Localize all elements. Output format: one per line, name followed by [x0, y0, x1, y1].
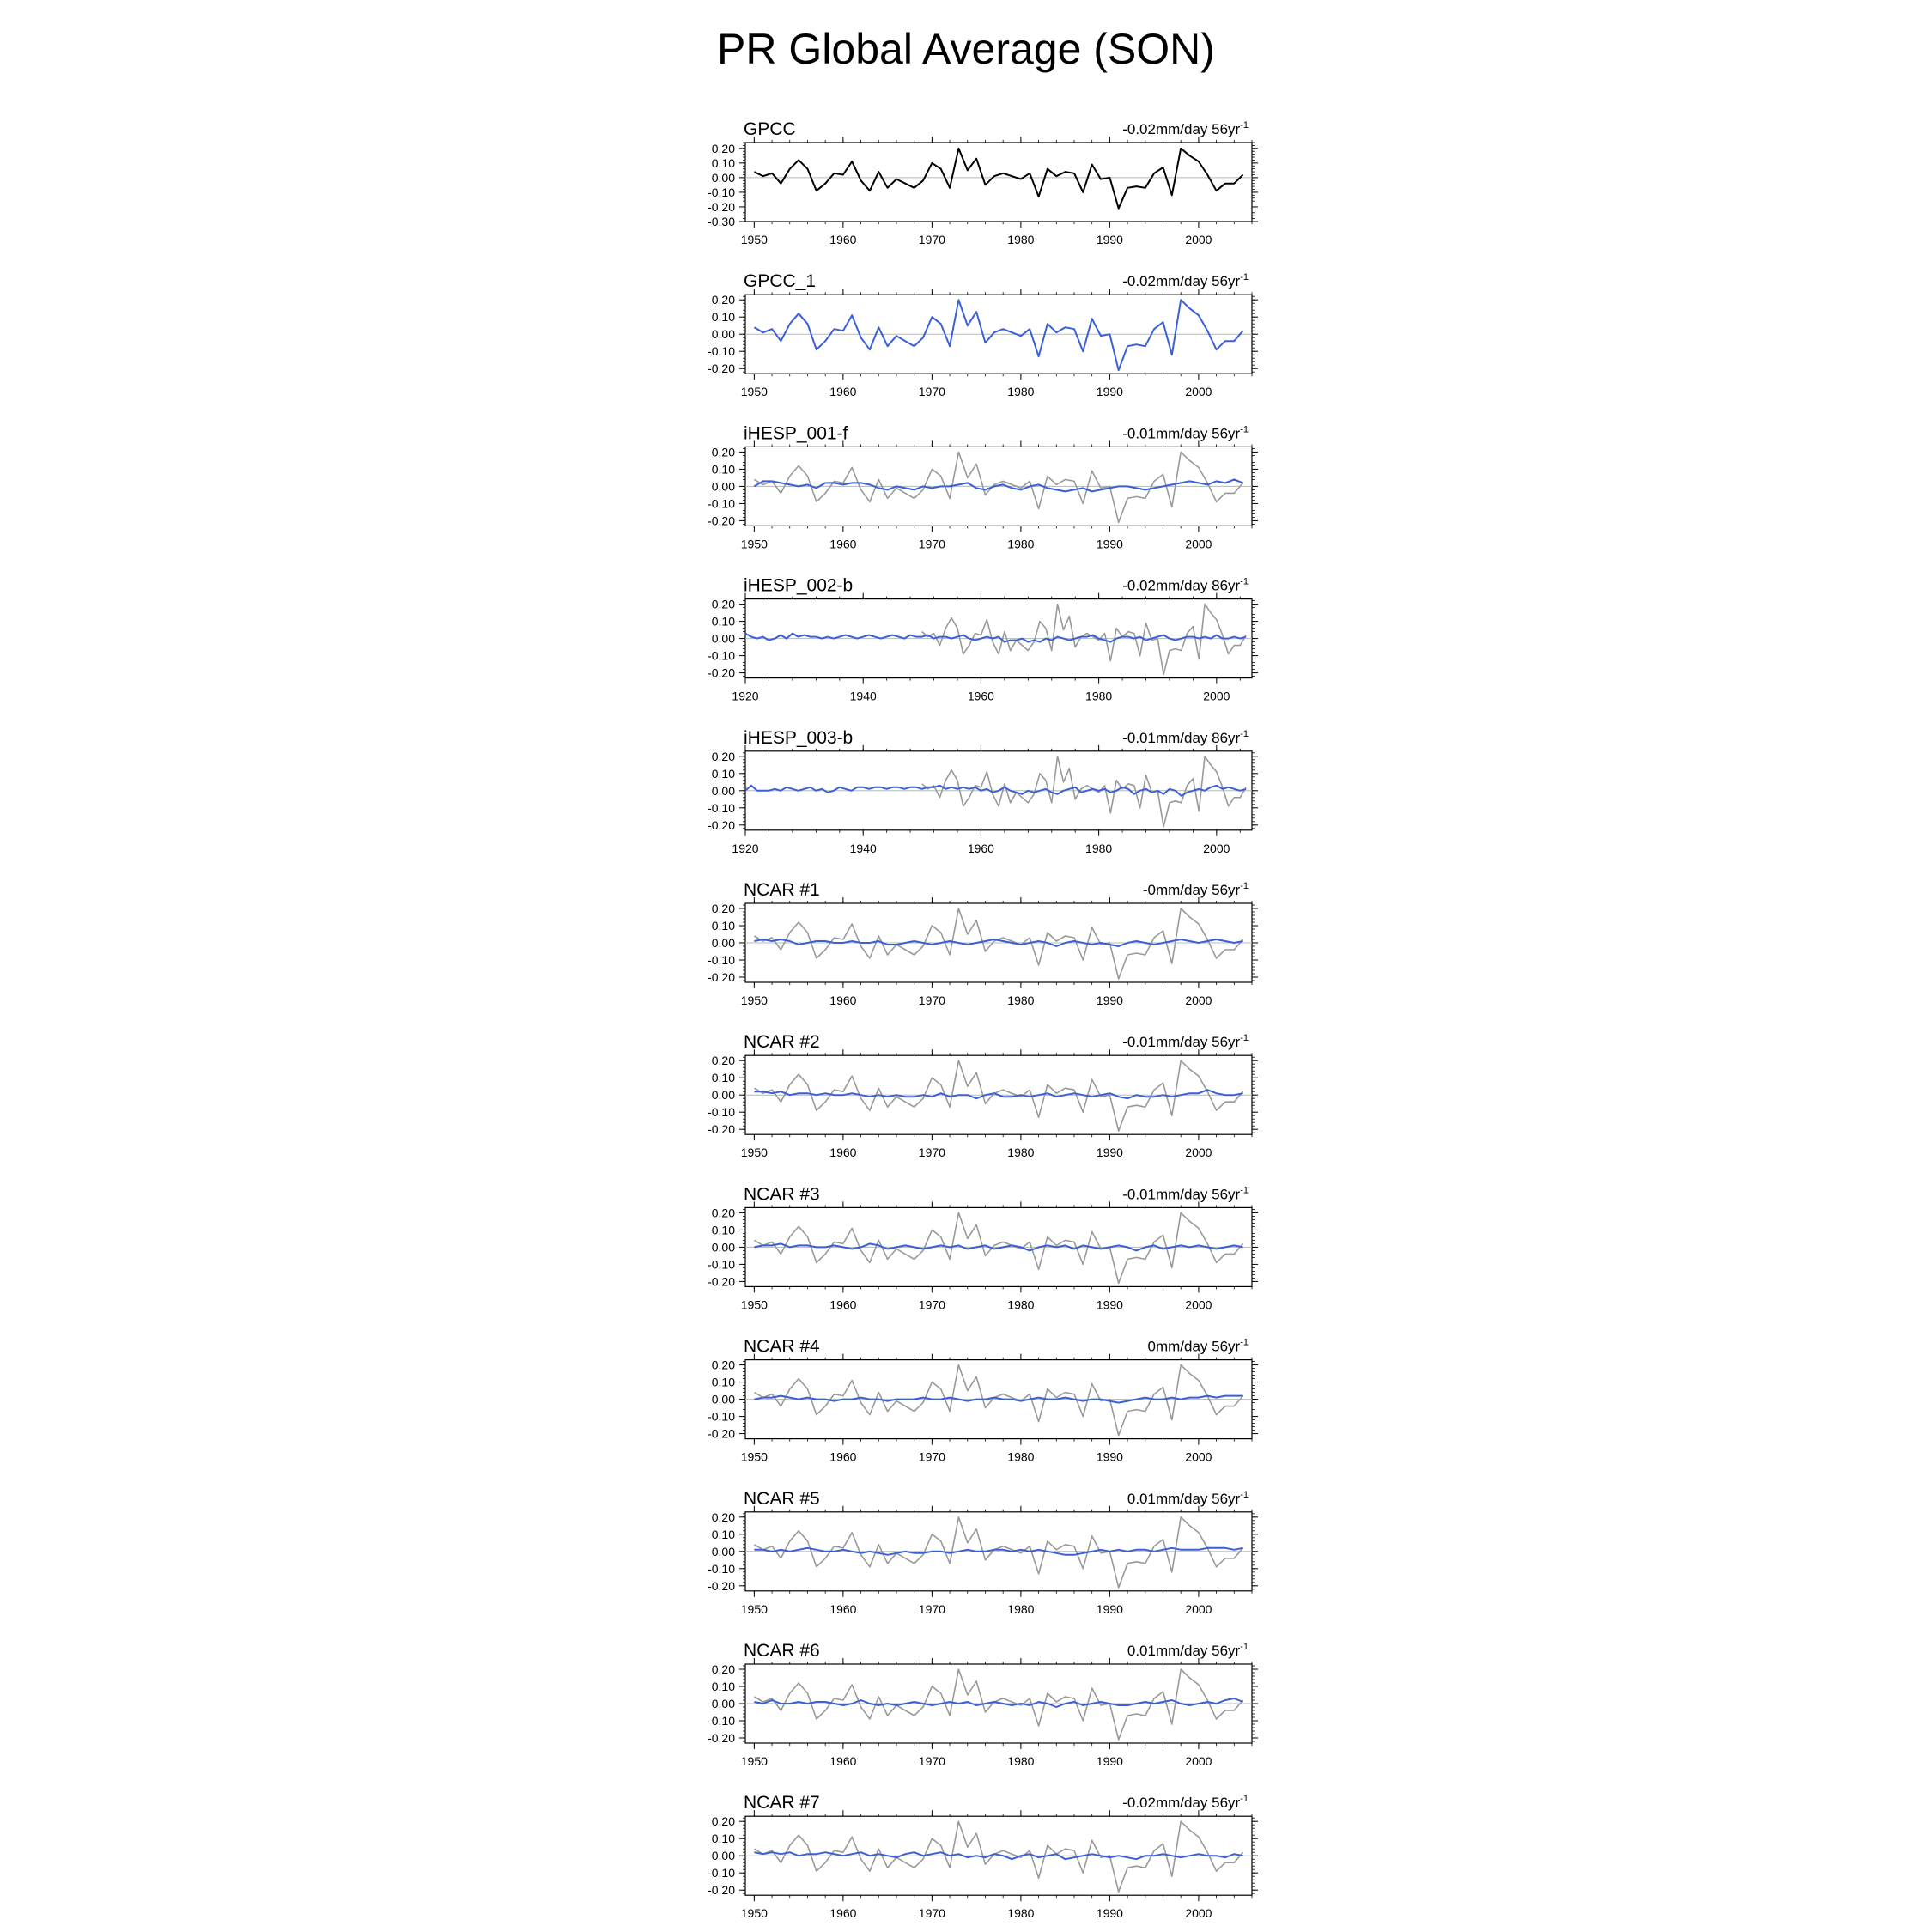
y-tick-label: 0.00 [711, 936, 735, 950]
trend-label: -0.02mm/day 56yr [1122, 1795, 1241, 1812]
panel-trend [1122, 424, 1249, 441]
x-tick-label: 1990 [1096, 385, 1123, 399]
x-tick-label: 1980 [1085, 689, 1113, 703]
x-tick-label: 1940 [849, 841, 877, 855]
trend-exponent: -1 [1240, 272, 1249, 283]
x-tick-label: 1980 [1007, 1754, 1035, 1768]
y-tick-label: 0.20 [711, 749, 735, 763]
trend-exponent: -1 [1240, 1185, 1249, 1196]
x-tick-label: 1960 [967, 689, 994, 703]
y-tick-label: -0.20 [708, 1426, 735, 1441]
trend-exponent: -1 [1240, 881, 1249, 891]
y-tick-label: 0.20 [711, 1358, 735, 1372]
y-tick-label: -0.20 [708, 1274, 735, 1289]
y-tick-label: -0.20 [708, 970, 735, 984]
panel-4 [708, 576, 1258, 703]
x-tick-label: 2000 [1203, 841, 1230, 855]
x-tick-label: 1950 [740, 1754, 768, 1768]
trend-label: -0.01mm/day 86yr [1122, 729, 1241, 746]
trend-label: -0.01mm/day 56yr [1122, 1034, 1241, 1051]
panel-trend [1148, 1338, 1249, 1355]
trend-label: -0.02mm/day 56yr [1122, 121, 1241, 137]
y-tick-label: 0.00 [711, 631, 735, 646]
x-tick-label: 1950 [740, 233, 768, 246]
panel-title: NCAR #3 [744, 1184, 820, 1205]
observed-series-line [754, 149, 1242, 209]
y-tick-label: -0.30 [708, 215, 735, 228]
panel-title: iHESP_002-b [744, 575, 854, 596]
panel-trend [1127, 1490, 1249, 1507]
x-tick-label: 1970 [918, 993, 945, 1007]
trend-exponent: -1 [1240, 1489, 1249, 1500]
x-tick-label: 1990 [1096, 1601, 1123, 1616]
y-tick-label: 0.10 [711, 1680, 735, 1693]
panel-1 [708, 119, 1258, 246]
y-tick-label: 0.10 [711, 614, 735, 629]
trend-exponent: -1 [1240, 1794, 1249, 1805]
y-tick-label: 0.10 [711, 1375, 735, 1389]
y-tick-label: -0.20 [708, 665, 735, 680]
y-tick-label: 0.10 [711, 155, 735, 170]
y-tick-label: -0.20 [708, 513, 735, 528]
model-series-line [754, 1243, 1242, 1250]
y-tick-label: 0.20 [711, 1662, 735, 1676]
x-tick-label: 1950 [740, 993, 768, 1007]
x-tick-label: 1940 [849, 689, 877, 703]
panel-trend [1122, 120, 1249, 137]
trend-label: 0.01mm/day 56yr [1127, 1643, 1241, 1659]
y-tick-label: 0.10 [711, 310, 735, 325]
x-tick-label: 1990 [1096, 1906, 1123, 1921]
trend-exponent: -1 [1240, 1033, 1249, 1044]
x-tick-label: 2000 [1185, 1906, 1212, 1921]
y-tick-label: -0.10 [708, 648, 735, 663]
panel-title: NCAR #5 [744, 1488, 820, 1509]
x-tick-label: 1980 [1007, 1449, 1035, 1464]
panel-trend [1127, 1642, 1249, 1659]
y-tick-label: 0.20 [711, 1814, 735, 1829]
x-tick-label: 1980 [1007, 1906, 1035, 1921]
x-tick-label: 1950 [740, 385, 768, 399]
y-tick-label: 0.20 [711, 1054, 735, 1068]
panel-trend [1122, 729, 1249, 746]
y-tick-label: -0.10 [708, 1714, 735, 1728]
y-tick-label: -0.10 [708, 1409, 735, 1424]
y-tick-label: -0.20 [708, 1883, 735, 1898]
panel-title: NCAR #4 [744, 1336, 820, 1357]
x-tick-label: 1960 [967, 841, 994, 855]
panel-trend [1122, 1033, 1249, 1050]
x-tick-label: 1960 [829, 385, 857, 399]
y-tick-label: 0.00 [711, 1240, 735, 1255]
y-tick-label: 0.20 [711, 293, 735, 307]
y-tick-label: -0.10 [708, 1561, 735, 1576]
x-tick-label: 2000 [1185, 385, 1212, 399]
y-tick-label: 0.00 [711, 783, 735, 798]
panel-trend [1122, 1794, 1249, 1811]
trend-label: 0.01mm/day 56yr [1127, 1490, 1241, 1507]
y-tick-label: 0.00 [711, 1849, 735, 1863]
x-tick-label: 1990 [1096, 993, 1123, 1007]
x-tick-label: 1990 [1096, 1145, 1123, 1160]
y-tick-label: -0.10 [708, 953, 735, 967]
x-tick-label: 2000 [1185, 993, 1212, 1007]
y-tick-label: -0.20 [708, 1578, 735, 1593]
observed-series-line [754, 452, 1242, 522]
x-tick-label: 1960 [829, 993, 857, 1007]
panel-title: GPCC_1 [744, 271, 817, 292]
x-tick-label: 1950 [740, 1297, 768, 1312]
x-tick-label: 1970 [918, 537, 945, 551]
y-tick-label: -0.20 [708, 199, 735, 214]
panel-trend [1122, 1185, 1249, 1202]
y-tick-label: 0.10 [711, 919, 735, 933]
x-tick-label: 2000 [1185, 233, 1212, 246]
y-tick-label: 0.10 [711, 1832, 735, 1846]
trend-label: -0mm/day 56yr [1142, 882, 1241, 898]
x-tick-label: 1980 [1007, 1145, 1035, 1160]
plot-frame [745, 143, 1252, 222]
panel-title: NCAR #7 [744, 1793, 820, 1814]
y-tick-label: 0.00 [711, 170, 735, 185]
panel-11 [708, 1641, 1258, 1768]
x-tick-label: 1980 [1007, 385, 1035, 399]
y-tick-label: 0.00 [711, 1544, 735, 1558]
panel-title: GPCC [744, 119, 796, 139]
trend-label: -0.01mm/day 56yr [1122, 425, 1241, 442]
observed-series-line [754, 1669, 1242, 1740]
y-tick-label: 0.20 [711, 902, 735, 915]
y-tick-label: -0.20 [708, 1122, 735, 1137]
panel-title: iHESP_001-f [744, 423, 848, 444]
x-tick-label: 1950 [740, 1906, 768, 1921]
y-tick-label: 0.20 [711, 1510, 735, 1524]
y-tick-label: 0.00 [711, 479, 735, 494]
x-tick-label: 2000 [1185, 1449, 1212, 1464]
y-tick-label: -0.10 [708, 344, 735, 359]
y-tick-label: -0.20 [708, 361, 735, 376]
trend-exponent: -1 [1240, 576, 1249, 587]
panel-9 [708, 1337, 1258, 1464]
y-tick-label: 0.10 [711, 1527, 735, 1541]
y-tick-label: -0.10 [708, 496, 735, 511]
x-tick-label: 1990 [1096, 537, 1123, 551]
y-tick-label: 0.10 [711, 462, 735, 477]
y-tick-label: -0.10 [708, 1257, 735, 1272]
y-tick-label: 0.10 [711, 766, 735, 781]
x-tick-label: 1970 [918, 1449, 945, 1464]
trend-exponent: -1 [1240, 424, 1249, 435]
y-tick-label: 0.20 [711, 597, 735, 611]
panel-3 [708, 423, 1258, 550]
panel-title: NCAR #6 [744, 1641, 820, 1661]
y-tick-label: -0.10 [708, 800, 735, 815]
x-tick-label: 1980 [1007, 537, 1035, 551]
page-title: PR Global Average (SON) [717, 25, 1215, 73]
trend-exponent: -1 [1240, 1337, 1249, 1348]
observed-series-line [754, 908, 1242, 979]
y-tick-label: 0.20 [711, 1206, 735, 1220]
x-tick-label: 1970 [918, 1906, 945, 1921]
y-tick-label: 0.20 [711, 445, 735, 459]
x-tick-label: 1990 [1096, 1754, 1123, 1768]
trend-exponent: -1 [1240, 1642, 1249, 1652]
panel-2 [708, 271, 1258, 398]
x-tick-label: 2000 [1185, 1145, 1212, 1160]
panel-7 [708, 1032, 1258, 1159]
panel-trend [1143, 881, 1249, 898]
x-tick-label: 1960 [829, 1449, 857, 1464]
x-tick-label: 2000 [1185, 1601, 1212, 1616]
x-tick-label: 1970 [918, 233, 945, 246]
y-tick-label: 0.20 [711, 141, 735, 155]
x-tick-label: 1950 [740, 1145, 768, 1160]
x-tick-label: 1990 [1096, 1449, 1123, 1464]
y-tick-label: 0.10 [711, 1223, 735, 1237]
x-tick-label: 2000 [1185, 1297, 1212, 1312]
panel-10 [708, 1489, 1258, 1616]
x-tick-label: 1950 [740, 1601, 768, 1616]
x-tick-label: 1960 [829, 537, 857, 551]
trend-exponent: -1 [1240, 728, 1249, 739]
x-tick-label: 1960 [829, 1601, 857, 1616]
x-tick-label: 2000 [1185, 537, 1212, 551]
x-tick-label: 1970 [918, 385, 945, 399]
x-tick-label: 1960 [829, 1297, 857, 1312]
x-tick-label: 1950 [740, 1449, 768, 1464]
panel-8 [708, 1184, 1258, 1311]
y-tick-label: 0.00 [711, 327, 735, 342]
trend-label: -0.02mm/day 56yr [1122, 273, 1241, 290]
x-tick-label: 1990 [1096, 1297, 1123, 1312]
x-tick-label: 1990 [1096, 233, 1123, 246]
observed-series-line [754, 1821, 1242, 1892]
x-tick-label: 1960 [829, 1145, 857, 1160]
x-tick-label: 2000 [1185, 1754, 1212, 1768]
y-tick-label: 0.00 [711, 1697, 735, 1710]
y-tick-label: -0.20 [708, 1731, 735, 1745]
observed-series-line [754, 300, 1242, 370]
y-tick-label: 0.00 [711, 1392, 735, 1406]
x-tick-label: 1960 [829, 1754, 857, 1768]
y-tick-label: 0.10 [711, 1071, 735, 1085]
panel-title: iHESP_003-b [744, 727, 854, 748]
x-tick-label: 1920 [732, 689, 759, 703]
panel-6 [708, 880, 1258, 1007]
x-tick-label: 1980 [1007, 233, 1035, 246]
x-tick-label: 2000 [1203, 689, 1230, 703]
x-tick-label: 1980 [1007, 1297, 1035, 1312]
trend-label: -0.01mm/day 56yr [1122, 1186, 1241, 1203]
y-tick-label: -0.10 [708, 185, 735, 199]
trend-label: -0.02mm/day 86yr [1122, 577, 1241, 594]
panel-trend [1122, 577, 1249, 594]
x-tick-label: 1970 [918, 1601, 945, 1616]
x-tick-label: 1970 [918, 1754, 945, 1768]
y-tick-label: -0.10 [708, 1105, 735, 1120]
panel-12 [708, 1793, 1258, 1920]
x-tick-label: 1980 [1007, 993, 1035, 1007]
panel-title: NCAR #1 [744, 880, 820, 900]
x-tick-label: 1980 [1085, 841, 1113, 855]
panel-trend [1122, 272, 1249, 289]
panel-5 [708, 728, 1258, 855]
x-tick-label: 1920 [732, 841, 759, 855]
x-tick-label: 1970 [918, 1297, 945, 1312]
model-series-line [745, 634, 1246, 642]
y-tick-label: -0.20 [708, 817, 735, 832]
x-tick-label: 1960 [829, 1906, 857, 1921]
x-tick-label: 1970 [918, 1145, 945, 1160]
panel-title: NCAR #2 [744, 1032, 820, 1053]
y-tick-label: -0.10 [708, 1866, 735, 1880]
x-tick-label: 1980 [1007, 1601, 1035, 1616]
y-tick-label: 0.00 [711, 1088, 735, 1103]
x-tick-label: 1960 [829, 233, 857, 246]
trend-exponent: -1 [1240, 120, 1249, 131]
trend-label: 0mm/day 56yr [1147, 1338, 1241, 1355]
x-tick-label: 1950 [740, 537, 768, 551]
